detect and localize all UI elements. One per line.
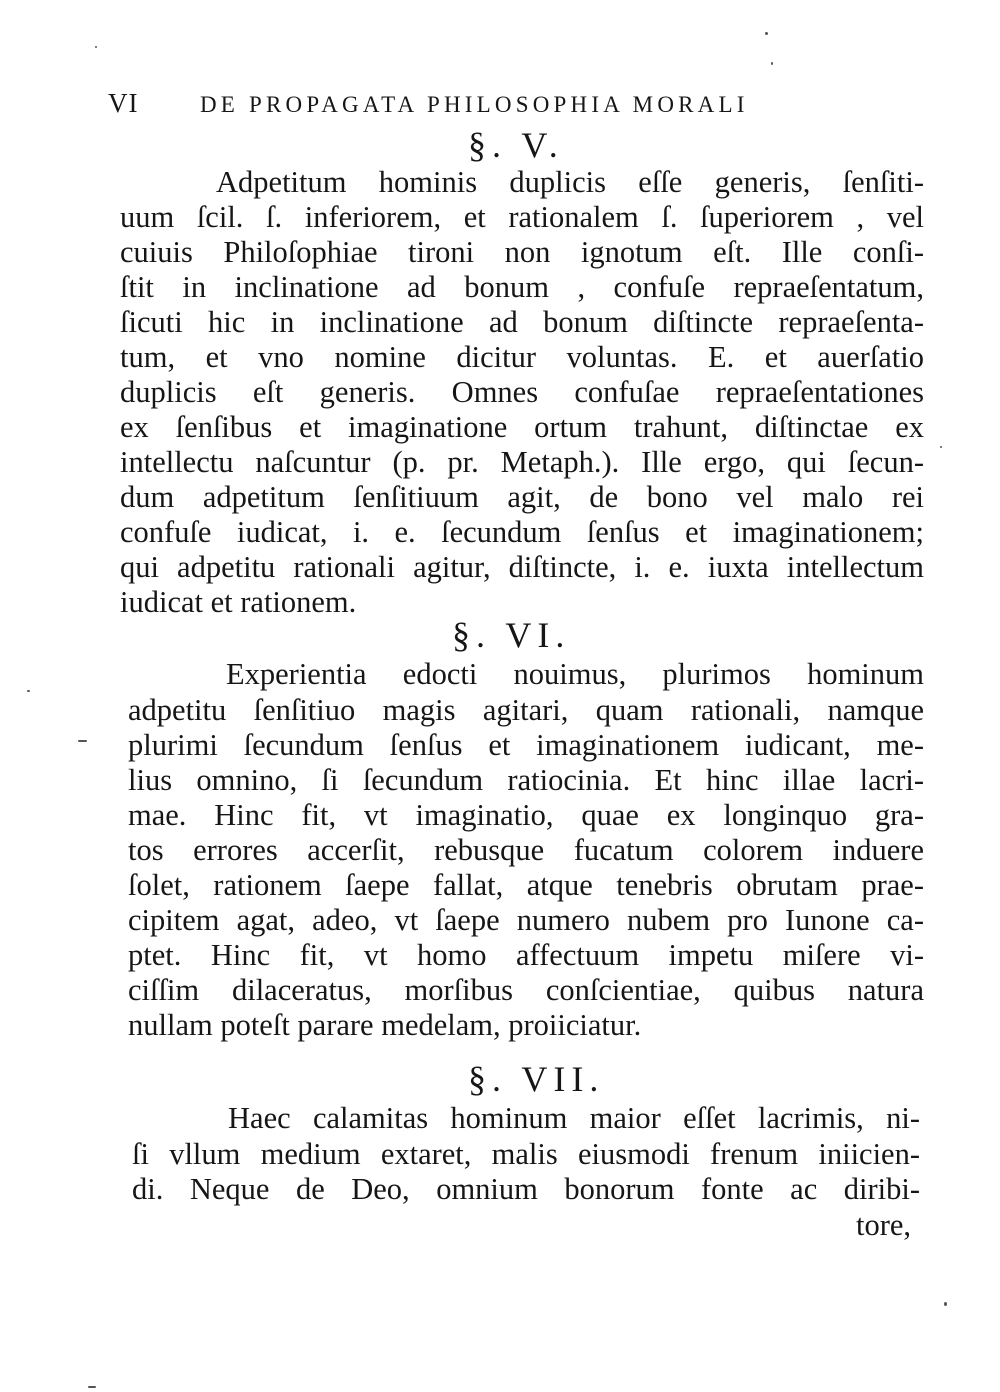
text-line: lius omnino, ſi ſecundum ratiocinia. Et hinc illae lacri- — [128, 763, 924, 797]
text-line: Adpetitum hominis duplicis eſſe generis, ſenſiti- — [216, 165, 924, 199]
text-line: ſicuti hic in inclinatione ad bonum diſtincte repraeſenta- — [120, 305, 924, 339]
text-line: ptet. Hinc fit, vt homo affectuum impetu miſere vi- — [128, 938, 924, 972]
text-line: Experientia edocti nouimus, plurimos hominum — [226, 657, 924, 691]
text-line: plurimi ſecundum ſenſus et imaginationem iudicant, me- — [128, 728, 924, 762]
text-line: confuſe iudicat, i. e. ſecundum ſenſus et imaginationem; — [120, 515, 924, 549]
text-line: mae. Hinc fit, vt imaginatio, quae ex longinquo gra- — [128, 798, 924, 832]
text-line: duplicis eſt generis. Omnes confuſae repraeſentationes — [120, 375, 924, 409]
text-line: ſolet, rationem ſaepe fallat, atque tenebris obrutam prae- — [128, 868, 924, 902]
text-line: Haec calamitas hominum maior eſſet lacrimis, ni- — [228, 1101, 920, 1135]
text-line: dum adpetitum ſenſitiuum agit, de bono vel malo rei — [120, 480, 924, 514]
text-line: ciſſim dilaceratus, morſibus conſcientiae, quibus natura — [128, 973, 924, 1007]
scan-speck — [940, 446, 942, 448]
text-line: cipitem agat, adeo, vt ſaepe numero nubem pro Iunone ca- — [128, 903, 924, 937]
text-line: adpetitu ſenſitiuo magis agitari, quam rationali, namque — [128, 693, 924, 727]
scan-speck — [88, 1386, 96, 1388]
text-line: tos errores accerſit, rebusque fucatum colorem induere — [128, 833, 924, 867]
scan-speck — [771, 62, 773, 65]
section-heading-v: §. V. — [468, 125, 564, 165]
page-number: VI — [108, 88, 139, 118]
text-line: tum, et vno nomine dicitur voluntas. E. et auerſatio — [120, 340, 924, 374]
text-line: cuiuis Philoſophiae tironi non ignotum eſt. Ille conſi- — [120, 235, 924, 269]
text-line: qui adpetitu rationali agitur, diſtincte, i. e. iuxta intellectum — [120, 550, 924, 584]
text-line: di. Neque de Deo, omnium bonorum fonte ac diribi- — [132, 1172, 920, 1206]
text-line: nullam poteſt parare medelam, proiiciatur. — [128, 1008, 642, 1042]
running-title: DE PROPAGATA PHILOSOPHIA MORALI — [200, 92, 749, 117]
catchword: tore, — [856, 1208, 912, 1242]
section-heading-vi: §. VI. — [452, 615, 571, 655]
text-line: ex ſenſibus et imaginatione ortum trahunt, diſtinctae ex — [120, 410, 924, 444]
section-heading-vii: §. VII. — [468, 1059, 605, 1099]
text-line: iudicat et rationem. — [120, 585, 357, 619]
scan-speck — [765, 32, 768, 35]
text-line: uum ſcil. ſ. inferiorem, et rationalem ſ. ſuperiorem , vel — [120, 200, 924, 234]
scan-speck — [78, 740, 87, 742]
running-header — [108, 88, 838, 122]
scan-speck — [944, 1302, 947, 1306]
scan-speck — [95, 46, 97, 48]
text-line: ſtit in inclinatione ad bonum , confuſe repraeſentatum, — [120, 270, 924, 304]
scan-speck — [27, 690, 30, 692]
text-line: ſi vllum medium extaret, malis eiusmodi frenum iniicien- — [132, 1137, 920, 1171]
text-line: intellectu naſcuntur (p. pr. Metaph.). Ille ergo, qui ſecun- — [120, 445, 924, 479]
